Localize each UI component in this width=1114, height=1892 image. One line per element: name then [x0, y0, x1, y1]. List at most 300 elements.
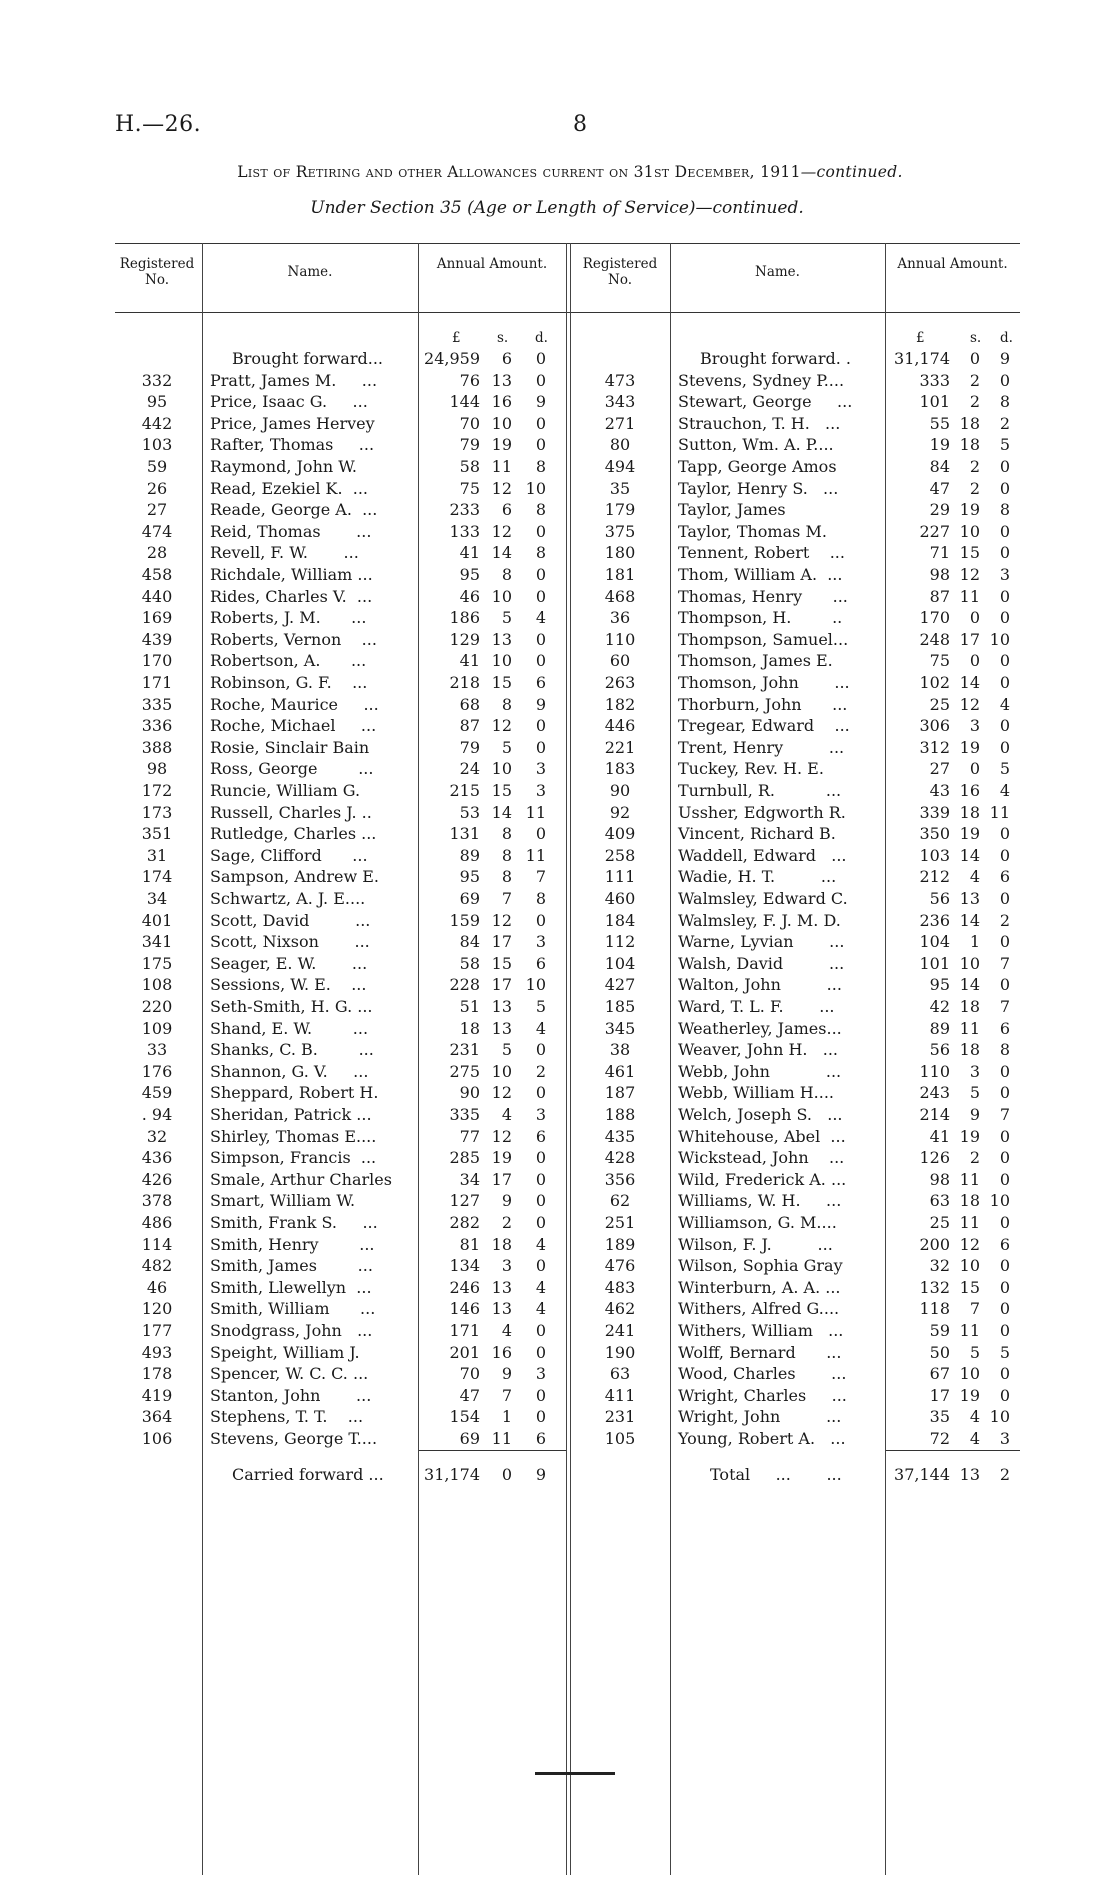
pensioner-name: Smith, Henry ... — [210, 1234, 375, 1254]
amount-pounds: 35 — [929, 1407, 950, 1427]
amount-pence: 6 — [999, 1018, 1010, 1038]
amount-shillings: 15 — [491, 781, 512, 800]
amount-pence: 0 — [535, 521, 546, 541]
carried_forward-label: Carried forward ... — [232, 1465, 384, 1484]
registered-number: 189 — [604, 1234, 636, 1254]
pensioner-name: Rides, Charles V. ... — [210, 586, 373, 606]
amount-pounds: 42 — [929, 997, 950, 1016]
amount-pence: 3 — [535, 1105, 546, 1124]
registered-number: 109 — [141, 1018, 173, 1038]
amount-shillings: 19 — [959, 737, 980, 757]
amount-shillings: 5 — [501, 608, 512, 628]
amount-pounds: 129 — [449, 629, 480, 649]
divider-right-reg — [670, 243, 671, 1875]
title-suffix: —continued. — [800, 163, 903, 181]
registered-number: 190 — [604, 1342, 636, 1362]
amount-shillings: 18 — [491, 1234, 512, 1254]
pensioner-name: Thomas, Henry ... — [678, 586, 848, 606]
registered-number: 32 — [146, 1126, 168, 1146]
amount-pounds: 212 — [919, 867, 950, 887]
amount-pounds: 236 — [919, 910, 950, 930]
registered-number: 33 — [146, 1040, 168, 1060]
amount-pounds: 27 — [929, 759, 950, 779]
pensioner-name: Smith, Frank S. ... — [210, 1213, 378, 1232]
amount-shillings: 17 — [959, 629, 980, 649]
registered-number: 458 — [141, 565, 173, 584]
pensioner-name: Tapp, George Amos — [678, 457, 837, 476]
registered-number: 335 — [141, 694, 173, 714]
pensioner-name: Sheridan, Patrick ... — [210, 1105, 372, 1124]
amount-pence: 0 — [535, 1342, 546, 1362]
pensioner-name: Tuckey, Rev. H. E. — [678, 759, 824, 779]
amount-shillings: 9 — [501, 1364, 512, 1384]
registered-number: 409 — [604, 824, 636, 844]
amount-shillings: 13 — [491, 1018, 512, 1038]
brought-forward-pence: 9 — [999, 349, 1010, 368]
pensioner-name: Welch, Joseph S. ... — [678, 1105, 843, 1124]
amount-pounds: 84 — [929, 457, 950, 476]
amount-pounds: 79 — [459, 737, 480, 757]
registered-number: 179 — [604, 500, 636, 520]
registered-number: 332 — [141, 370, 173, 390]
registered-number: 351 — [141, 824, 173, 844]
amount-pence: 0 — [535, 910, 546, 930]
amount-shillings: 13 — [959, 889, 980, 908]
amount-pounds: 68 — [459, 694, 480, 714]
document-code: H.—26. — [115, 112, 202, 137]
amount-pounds: 231 — [449, 1040, 480, 1060]
amount-pounds: 41 — [459, 543, 480, 563]
amount-shillings: 19 — [959, 824, 980, 844]
amount-shillings: 11 — [491, 1429, 512, 1448]
amount-pounds: 95 — [459, 565, 480, 584]
amount-pounds: 248 — [919, 629, 950, 649]
amount-pounds: 233 — [449, 500, 480, 520]
amount-shillings: 10 — [491, 413, 512, 433]
amount-pounds: 312 — [919, 737, 950, 757]
amount-pence: 0 — [999, 1061, 1010, 1081]
amount-pence: 3 — [535, 759, 546, 779]
page-subtitle: Under Section 35 (Age or Length of Service)—continued. — [310, 198, 804, 218]
pensioner-name: Shannon, G. V. ... — [210, 1061, 369, 1081]
pensioner-name: Stanton, John ... — [210, 1385, 372, 1405]
registered-number: 446 — [604, 716, 636, 736]
amount-pounds: 218 — [449, 673, 480, 692]
amount-shillings: 10 — [491, 759, 512, 779]
amount-pounds: 51 — [459, 997, 480, 1016]
amount-pence: 5 — [999, 435, 1010, 455]
registered-number: 473 — [604, 370, 636, 390]
amount-shillings: 10 — [959, 1256, 980, 1276]
amount-pence: 11 — [525, 802, 546, 822]
pensioner-name: Schwartz, A. J. E.... — [210, 889, 366, 908]
amount-pounds: 75 — [929, 651, 950, 671]
amount-pence: 8 — [535, 889, 546, 908]
pensioner-name: Winterburn, A. A. ... — [678, 1277, 841, 1297]
pensioner-name: Williams, W. H. ... — [678, 1191, 842, 1211]
amount-shillings: 12 — [491, 478, 512, 498]
amount-pence: 10 — [989, 1191, 1010, 1211]
amount-pence: 0 — [535, 1040, 546, 1060]
pensioner-name: Wilson, Sophia Gray — [678, 1256, 843, 1276]
pensioner-name: Waddell, Edward ... — [678, 845, 847, 865]
pensioner-name: Snodgrass, John ... — [210, 1321, 373, 1340]
amount-pounds: 215 — [449, 781, 480, 800]
amount-shillings: 13 — [491, 1277, 512, 1297]
amount-pounds: 103 — [919, 845, 950, 865]
amount-pounds: 146 — [449, 1299, 480, 1319]
amount-pounds: 58 — [459, 457, 480, 476]
registered-number: 188 — [604, 1105, 636, 1124]
amount-pence: 3 — [535, 932, 546, 952]
registered-number: 426 — [141, 1169, 173, 1189]
pensioner-name: Whitehouse, Abel ... — [678, 1126, 846, 1146]
page-number: 8 — [573, 112, 587, 137]
pensioner-name: Wood, Charles ... — [678, 1364, 847, 1384]
amount-pounds: 132 — [919, 1277, 950, 1297]
total-shillings: 13 — [959, 1465, 980, 1484]
amount-pounds: 72 — [929, 1429, 950, 1448]
total-pounds: 37,144 — [894, 1465, 950, 1484]
amount-shillings: 13 — [491, 370, 512, 390]
registered-number: 183 — [604, 759, 636, 779]
registered-number: 185 — [604, 997, 636, 1016]
registered-number: 177 — [141, 1321, 173, 1340]
carried_forward-pounds: 31,174 — [424, 1465, 480, 1484]
amount-shillings: 15 — [491, 673, 512, 692]
amount-shillings: 17 — [491, 975, 512, 995]
amount-pounds: 29 — [929, 500, 950, 520]
registered-number: 241 — [604, 1321, 636, 1340]
amount-pounds: 50 — [929, 1342, 950, 1362]
currency-pounds-right: £ — [916, 330, 925, 346]
amount-pence: 0 — [999, 1277, 1010, 1297]
pensioner-name: Ward, T. L. F. ... — [678, 997, 835, 1016]
registered-number: 27 — [146, 500, 168, 520]
amount-shillings: 2 — [969, 1148, 980, 1168]
amount-pence: 5 — [535, 997, 546, 1016]
registered-number: 494 — [604, 457, 636, 476]
pensioner-name: Walsh, David ... — [678, 953, 845, 973]
amount-shillings: 12 — [491, 910, 512, 930]
amount-shillings: 3 — [969, 1061, 980, 1081]
amount-pence: 5 — [999, 1342, 1010, 1362]
pensioner-name: Thorburn, John ... — [678, 694, 848, 714]
pensioner-name: Wright, John ... — [678, 1407, 842, 1427]
amount-pence: 4 — [535, 1234, 546, 1254]
amount-pounds: 18 — [459, 1018, 480, 1038]
carried_forward-pence: 9 — [535, 1465, 546, 1484]
amount-pounds: 246 — [449, 1277, 480, 1297]
amount-shillings: 11 — [959, 1321, 980, 1340]
registered-number: 341 — [141, 932, 173, 952]
pensioner-name: Young, Robert A. ... — [678, 1429, 846, 1448]
amount-pence: 0 — [999, 1148, 1010, 1168]
amount-shillings: 8 — [501, 867, 512, 887]
amount-pence: 0 — [535, 1169, 546, 1189]
pensioner-name: Walmsley, F. J. M. D. — [678, 910, 841, 930]
pensioner-name: Walton, John ... — [678, 975, 842, 995]
registered-number: 263 — [604, 673, 636, 692]
amount-shillings: 3 — [501, 1256, 512, 1276]
amount-shillings: 18 — [959, 802, 980, 822]
amount-pounds: 63 — [929, 1191, 950, 1211]
amount-pence: 8 — [999, 1040, 1010, 1060]
pensioner-name: Shanks, C. B. ... — [210, 1040, 374, 1060]
pensioner-name: Wolff, Bernard ... — [678, 1342, 842, 1362]
amount-shillings: 11 — [959, 586, 980, 606]
pensioner-name: Trent, Henry ... — [678, 737, 845, 757]
amount-pence: 0 — [999, 845, 1010, 865]
registered-number: 103 — [141, 435, 173, 455]
amount-pounds: 55 — [929, 413, 950, 433]
registered-number: 442 — [141, 413, 173, 433]
amount-pence: 6 — [535, 1429, 546, 1448]
pensioner-name: Strauchon, T. H. ... — [678, 413, 841, 433]
registered-number: 411 — [604, 1385, 636, 1405]
registered-number: 175 — [141, 953, 173, 973]
amount-pounds: 214 — [919, 1105, 950, 1124]
amount-pounds: 41 — [929, 1126, 950, 1146]
registered-number: 388 — [141, 737, 173, 757]
amount-pounds: 285 — [449, 1148, 480, 1168]
amount-pounds: 32 — [929, 1256, 950, 1276]
amount-shillings: 14 — [959, 673, 980, 692]
pensioner-name: Wadie, H. T. ... — [678, 867, 837, 887]
pensioner-name: Taylor, James — [678, 500, 786, 520]
pensioner-name: Price, Isaac G. ... — [210, 392, 368, 412]
pensioner-name: Tregear, Edward ... — [678, 716, 850, 736]
registered-number: 35 — [609, 478, 631, 498]
pensioner-name: Weaver, John H. ... — [678, 1040, 839, 1060]
amount-shillings: 2 — [969, 457, 980, 476]
registered-number: 440 — [141, 586, 173, 606]
amount-pounds: 53 — [459, 802, 480, 822]
amount-shillings: 12 — [491, 1126, 512, 1146]
divider-center-1 — [566, 243, 567, 1875]
pensioner-name: Runcie, William G. — [210, 781, 361, 800]
amount-pounds: 59 — [929, 1321, 950, 1340]
brought-forward-pounds: 31,174 — [894, 349, 950, 368]
amount-shillings: 14 — [491, 802, 512, 822]
pensioner-name: Pratt, James M. ... — [210, 370, 378, 390]
amount-pounds: 134 — [449, 1256, 480, 1276]
pensioner-name: Roberts, J. M. ... — [210, 608, 367, 628]
registered-number: 493 — [141, 1342, 173, 1362]
col-header-amount-right: Annual Amount. — [897, 256, 1008, 272]
pensioner-name: Rutledge, Charles ... — [210, 824, 377, 844]
pensioner-name: Thom, William A. ... — [678, 565, 843, 584]
amount-pounds: 144 — [449, 392, 480, 412]
pensioner-name: Thomson, John ... — [678, 673, 850, 692]
amount-shillings: 5 — [501, 737, 512, 757]
amount-pounds: 243 — [919, 1083, 950, 1103]
registered-number: 110 — [604, 629, 636, 649]
amount-pence: 9 — [535, 694, 546, 714]
amount-pounds: 71 — [929, 543, 950, 563]
registered-number: 401 — [141, 910, 173, 930]
amount-pence: 7 — [999, 953, 1010, 973]
amount-pounds: 87 — [929, 586, 950, 606]
registered-number: 436 — [141, 1148, 173, 1168]
pensioner-name: Withers, Alfred G.... — [678, 1299, 840, 1319]
amount-shillings: 13 — [491, 629, 512, 649]
page-title — [130, 163, 1010, 181]
amount-pence: 8 — [535, 457, 546, 476]
amount-pence: 4 — [999, 694, 1010, 714]
amount-shillings: 8 — [501, 824, 512, 844]
amount-pounds: 84 — [459, 932, 480, 952]
amount-shillings: 2 — [501, 1213, 512, 1232]
title-main: List of Retiring and other Allowances current on 31st December, 1911 — [237, 163, 801, 181]
registered-number: 120 — [141, 1299, 173, 1319]
registered-number: 95 — [146, 392, 168, 412]
registered-number: 46 — [146, 1277, 168, 1297]
amount-pounds: 69 — [459, 889, 480, 908]
col-header-amount-left: Annual Amount. — [436, 256, 548, 272]
amount-pounds: 339 — [919, 802, 950, 822]
pensioner-name: Withers, William ... — [678, 1321, 844, 1340]
registered-number: 378 — [141, 1191, 173, 1211]
amount-pence: 0 — [535, 1256, 546, 1276]
pensioner-name: Stephens, T. T. ... — [210, 1407, 364, 1427]
pensioner-name: Seth-Smith, H. G. ... — [210, 997, 373, 1016]
amount-shillings: 6 — [501, 500, 512, 520]
pensioner-name: Webb, William H.... — [678, 1083, 834, 1103]
registered-number: 34 — [146, 889, 168, 908]
amount-pounds: 75 — [459, 478, 480, 498]
registered-number: 461 — [604, 1061, 636, 1081]
amount-pence: 5 — [999, 759, 1010, 779]
amount-shillings: 12 — [491, 1083, 512, 1103]
registered-number: 36 — [609, 608, 631, 628]
amount-shillings: 19 — [959, 500, 980, 520]
registered-number: 173 — [141, 802, 173, 822]
registered-number: 375 — [604, 521, 636, 541]
pensioner-name: Thompson, H. .. — [678, 608, 843, 628]
pensioner-name: Scott, David ... — [210, 910, 371, 930]
amount-shillings: 11 — [491, 457, 512, 476]
amount-shillings: 16 — [491, 1342, 512, 1362]
registered-number: 176 — [141, 1061, 173, 1081]
amount-shillings: 19 — [491, 1148, 512, 1168]
pensioner-name: Vincent, Richard B. — [678, 824, 836, 844]
left-carried-rule — [418, 1450, 566, 1451]
amount-pence: 0 — [535, 1321, 546, 1340]
amount-pounds: 110 — [919, 1061, 950, 1081]
amount-pence: 0 — [999, 651, 1010, 671]
pensioner-name: Stevens, George T.... — [210, 1429, 378, 1448]
pensioner-name: Price, James Hervey — [210, 413, 375, 433]
pensioner-name: Sheppard, Robert H. — [210, 1083, 379, 1103]
amount-pence: 0 — [999, 824, 1010, 844]
amount-pounds: 201 — [449, 1342, 480, 1362]
amount-pounds: 90 — [459, 1083, 480, 1103]
amount-pounds: 159 — [449, 910, 480, 930]
amount-pence: 8 — [999, 500, 1010, 520]
amount-pence: 2 — [535, 1061, 546, 1081]
registered-number: . 94 — [141, 1105, 173, 1124]
amount-pounds: 56 — [929, 1040, 950, 1060]
pensioner-name: Stevens, Sydney P.... — [678, 370, 845, 390]
amount-pounds: 98 — [929, 1169, 950, 1189]
amount-shillings: 5 — [969, 1083, 980, 1103]
pensioner-name: Spencer, W. C. C. ... — [210, 1364, 369, 1384]
amount-pounds: 47 — [929, 478, 950, 498]
amount-pence: 8 — [999, 392, 1010, 412]
registered-number: 251 — [604, 1213, 636, 1232]
amount-shillings: 4 — [969, 1429, 980, 1448]
registered-number: 105 — [604, 1429, 636, 1448]
pensioner-name: Russell, Charles J. .. — [210, 802, 372, 822]
amount-pounds: 87 — [459, 716, 480, 736]
amount-pence: 0 — [535, 629, 546, 649]
registered-number: 104 — [604, 953, 636, 973]
right-total-rule — [885, 1450, 1020, 1451]
amount-shillings: 11 — [959, 1018, 980, 1038]
amount-shillings: 18 — [959, 1191, 980, 1211]
amount-pence: 0 — [999, 1321, 1010, 1340]
amount-shillings: 12 — [491, 716, 512, 736]
amount-pence: 4 — [999, 781, 1010, 800]
currency-pence-right: d. — [1000, 330, 1013, 346]
amount-pounds: 41 — [459, 651, 480, 671]
registered-number: 108 — [141, 975, 173, 995]
amount-pence: 0 — [999, 608, 1010, 628]
amount-shillings: 19 — [959, 1385, 980, 1405]
amount-pounds: 24 — [459, 759, 480, 779]
registered-number: 419 — [141, 1385, 173, 1405]
amount-pounds: 81 — [459, 1234, 480, 1254]
amount-pounds: 186 — [449, 608, 480, 628]
registered-number: 336 — [141, 716, 173, 736]
registered-number: 172 — [141, 781, 173, 800]
amount-pence: 4 — [535, 1018, 546, 1038]
registered-number: 221 — [604, 737, 636, 757]
amount-pence: 4 — [535, 1277, 546, 1297]
registered-number: 476 — [604, 1256, 636, 1276]
registered-number: 435 — [604, 1126, 636, 1146]
registered-number: 38 — [609, 1040, 631, 1060]
registered-number: 180 — [604, 543, 636, 563]
amount-pounds: 46 — [459, 586, 480, 606]
amount-pounds: 70 — [459, 413, 480, 433]
registered-number: 482 — [141, 1256, 173, 1276]
amount-pence: 9 — [535, 392, 546, 412]
registered-number: 343 — [604, 392, 636, 412]
pensioner-name: Smale, Arthur Charles — [210, 1169, 392, 1189]
currency-pounds-left: £ — [452, 330, 461, 346]
amount-shillings: 14 — [491, 543, 512, 563]
amount-pounds: 154 — [449, 1407, 480, 1427]
registered-number: 26 — [146, 478, 168, 498]
amount-pounds: 70 — [459, 1364, 480, 1384]
amount-pounds: 133 — [449, 521, 480, 541]
registered-number: 169 — [141, 608, 173, 628]
pensioner-name: Wilson, F. J. ... — [678, 1234, 833, 1254]
pensioner-name: Richdale, William ... — [210, 565, 373, 584]
amount-pounds: 333 — [919, 370, 950, 390]
amount-shillings: 18 — [959, 997, 980, 1016]
amount-pence: 6 — [535, 673, 546, 692]
amount-pence: 0 — [999, 1083, 1010, 1103]
amount-pence: 0 — [999, 932, 1010, 952]
amount-pence: 3 — [535, 781, 546, 800]
pensioner-name: Seager, E. W. ... — [210, 953, 368, 973]
amount-pounds: 58 — [459, 953, 480, 973]
registered-number: 356 — [604, 1169, 636, 1189]
amount-pence: 0 — [535, 565, 546, 584]
